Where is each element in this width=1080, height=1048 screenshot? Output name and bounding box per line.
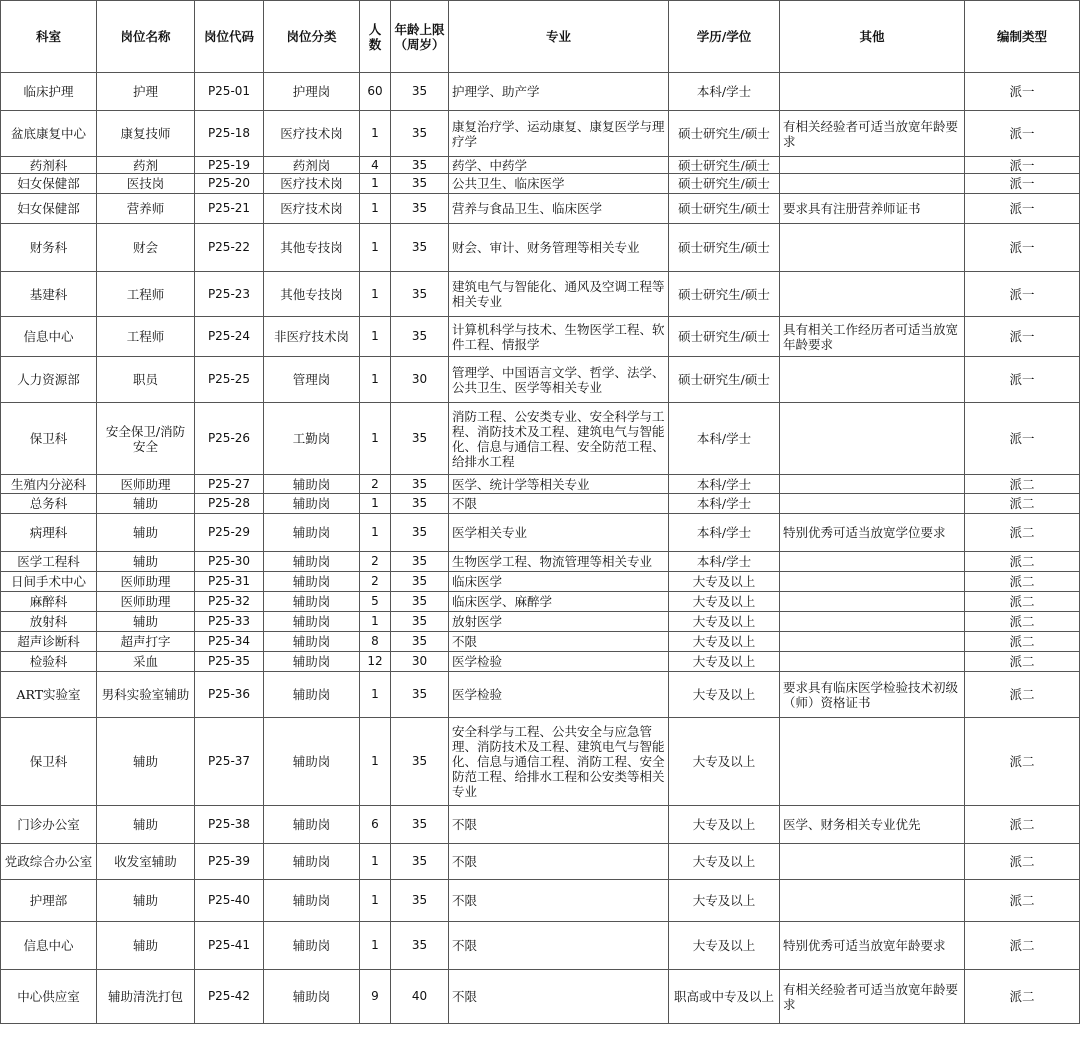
table-row: [1, 357, 1080, 403]
cell-type: 派一: [965, 73, 1080, 111]
cell-dept: 放射科: [1, 612, 97, 632]
cell-major: 不限: [449, 880, 669, 922]
cell-age: 35: [391, 552, 449, 572]
cell-other: [780, 157, 965, 174]
col-header-name: 岗位名称: [97, 1, 195, 73]
cell-edu: 硕士研究生/硕士: [669, 317, 780, 357]
cell-major: 安全科学与工程、公共安全与应急管理、消防技术及工程、建筑电气与智能化、信息与通信工程、消防工程、安全防范工程、给排水工程和公安类等相关专业: [449, 718, 669, 806]
table-row: [1, 612, 1080, 632]
cell-count: 1: [360, 111, 391, 157]
cell-count: 1: [360, 174, 391, 194]
cell-dept: 妇女保健部: [1, 174, 97, 194]
cell-count: 1: [360, 272, 391, 317]
cell-count: 1: [360, 922, 391, 970]
cell-age: 35: [391, 194, 449, 224]
cell-edu: 大专及以上: [669, 572, 780, 592]
cell-type: 派一: [965, 174, 1080, 194]
cell-edu: 大专及以上: [669, 612, 780, 632]
cell-age: 35: [391, 157, 449, 174]
cell-count: 1: [360, 880, 391, 922]
table-row: [1, 272, 1080, 317]
cell-type: 派二: [965, 718, 1080, 806]
cell-major: 建筑电气与智能化、通风及空调工程等相关专业: [449, 272, 669, 317]
cell-count: 6: [360, 806, 391, 844]
table-row: [1, 970, 1080, 1024]
cell-major: 不限: [449, 806, 669, 844]
cell-name: 辅助: [97, 718, 195, 806]
table-row: [1, 806, 1080, 844]
cell-major: 医学相关专业: [449, 514, 669, 552]
cell-name: 医技岗: [97, 174, 195, 194]
col-header-code: 岗位代码: [195, 1, 264, 73]
cell-major: 临床医学、麻醉学: [449, 592, 669, 612]
cell-edu: 本科/学士: [669, 552, 780, 572]
cell-major: 临床医学: [449, 572, 669, 592]
cell-dept: 总务科: [1, 494, 97, 514]
cell-other: [780, 552, 965, 572]
cell-name: 安全保卫/消防安全: [97, 403, 195, 475]
cell-type: 派二: [965, 970, 1080, 1024]
cell-major: 医学检验: [449, 652, 669, 672]
cell-major: 管理学、中国语言文学、哲学、法学、公共卫生、医学等相关专业: [449, 357, 669, 403]
cell-type: 派二: [965, 572, 1080, 592]
cell-dept: 财务科: [1, 224, 97, 272]
cell-edu: 大专及以上: [669, 632, 780, 652]
cell-age: 35: [391, 612, 449, 632]
cell-count: 1: [360, 403, 391, 475]
cell-code: P25-01: [195, 73, 264, 111]
cell-name: 护理: [97, 73, 195, 111]
cell-category: 工勤岗: [264, 403, 360, 475]
cell-code: P25-29: [195, 514, 264, 552]
cell-other: 要求具有临床医学检验技术初级（师）资格证书: [780, 672, 965, 718]
cell-major: 医学、统计学等相关专业: [449, 475, 669, 494]
cell-name: 辅助: [97, 806, 195, 844]
cell-age: 35: [391, 403, 449, 475]
cell-age: 30: [391, 652, 449, 672]
cell-age: 40: [391, 970, 449, 1024]
cell-name: 辅助: [97, 612, 195, 632]
cell-dept: ART实验室: [1, 672, 97, 718]
cell-other: [780, 880, 965, 922]
cell-age: 35: [391, 514, 449, 552]
cell-major: 护理学、助产学: [449, 73, 669, 111]
cell-code: P25-26: [195, 403, 264, 475]
col-header-other: 其他: [780, 1, 965, 73]
cell-count: 1: [360, 718, 391, 806]
cell-name: 营养师: [97, 194, 195, 224]
cell-other: 要求具有注册营养师证书: [780, 194, 965, 224]
col-header-major: 专业: [449, 1, 669, 73]
cell-edu: 职高或中专及以上: [669, 970, 780, 1024]
cell-category: 辅助岗: [264, 572, 360, 592]
cell-other: [780, 475, 965, 494]
cell-type: 派二: [965, 494, 1080, 514]
cell-major: 不限: [449, 922, 669, 970]
cell-count: 12: [360, 652, 391, 672]
cell-name: 辅助: [97, 514, 195, 552]
cell-category: 医疗技术岗: [264, 111, 360, 157]
col-header-age: 年龄上限（周岁）: [391, 1, 449, 73]
table-row: [1, 494, 1080, 514]
cell-type: 派二: [965, 672, 1080, 718]
cell-dept: 药剂科: [1, 157, 97, 174]
cell-dept: 检验科: [1, 652, 97, 672]
cell-code: P25-38: [195, 806, 264, 844]
cell-other: [780, 403, 965, 475]
cell-name: 财会: [97, 224, 195, 272]
cell-name: 辅助清洗打包: [97, 970, 195, 1024]
cell-age: 35: [391, 317, 449, 357]
cell-type: 派二: [965, 632, 1080, 652]
cell-code: P25-34: [195, 632, 264, 652]
cell-code: P25-31: [195, 572, 264, 592]
cell-dept: 门诊办公室: [1, 806, 97, 844]
cell-edu: 本科/学士: [669, 73, 780, 111]
cell-name: 医师助理: [97, 572, 195, 592]
cell-major: 计算机科学与技术、生物医学工程、软件工程、情报学: [449, 317, 669, 357]
cell-type: 派一: [965, 224, 1080, 272]
cell-count: 1: [360, 357, 391, 403]
cell-count: 60: [360, 73, 391, 111]
cell-category: 医疗技术岗: [264, 174, 360, 194]
cell-dept: 医学工程科: [1, 552, 97, 572]
cell-code: P25-36: [195, 672, 264, 718]
cell-category: 辅助岗: [264, 922, 360, 970]
cell-major: 生物医学工程、物流管理等相关专业: [449, 552, 669, 572]
cell-other: 具有相关工作经历者可适当放宽年龄要求: [780, 317, 965, 357]
table-row: [1, 672, 1080, 718]
cell-dept: 盆底康复中心: [1, 111, 97, 157]
cell-age: 35: [391, 224, 449, 272]
cell-count: 1: [360, 844, 391, 880]
cell-category: 辅助岗: [264, 970, 360, 1024]
cell-major: 公共卫生、临床医学: [449, 174, 669, 194]
cell-edu: 大专及以上: [669, 652, 780, 672]
cell-count: 2: [360, 552, 391, 572]
cell-age: 35: [391, 475, 449, 494]
cell-category: 辅助岗: [264, 672, 360, 718]
col-header-edu: 学历/学位: [669, 1, 780, 73]
cell-edu: 硕士研究生/硕士: [669, 272, 780, 317]
cell-age: 35: [391, 632, 449, 652]
cell-category: 辅助岗: [264, 844, 360, 880]
cell-type: 派二: [965, 844, 1080, 880]
cell-category: 非医疗技术岗: [264, 317, 360, 357]
cell-count: 2: [360, 475, 391, 494]
table-row: [1, 632, 1080, 652]
cell-other: 特别优秀可适当放宽年龄要求: [780, 922, 965, 970]
table-row: [1, 475, 1080, 494]
cell-other: [780, 357, 965, 403]
cell-edu: 大专及以上: [669, 718, 780, 806]
cell-dept: 超声诊断科: [1, 632, 97, 652]
cell-edu: 本科/学士: [669, 494, 780, 514]
cell-major: 不限: [449, 494, 669, 514]
cell-category: 辅助岗: [264, 880, 360, 922]
cell-category: 护理岗: [264, 73, 360, 111]
cell-code: P25-35: [195, 652, 264, 672]
cell-dept: 人力资源部: [1, 357, 97, 403]
cell-other: [780, 174, 965, 194]
cell-code: P25-23: [195, 272, 264, 317]
cell-other: 医学、财务相关专业优先: [780, 806, 965, 844]
cell-type: 派一: [965, 317, 1080, 357]
cell-type: 派一: [965, 111, 1080, 157]
cell-edu: 本科/学士: [669, 403, 780, 475]
cell-age: 35: [391, 922, 449, 970]
table-row: [1, 157, 1080, 174]
col-header-category: 岗位分类: [264, 1, 360, 73]
cell-dept: 基建科: [1, 272, 97, 317]
table-row: [1, 111, 1080, 157]
cell-other: [780, 612, 965, 632]
cell-name: 辅助: [97, 922, 195, 970]
cell-category: 管理岗: [264, 357, 360, 403]
cell-age: 35: [391, 174, 449, 194]
cell-major: 不限: [449, 970, 669, 1024]
cell-age: 35: [391, 73, 449, 111]
table-row: [1, 592, 1080, 612]
cell-count: 1: [360, 612, 391, 632]
cell-dept: 临床护理: [1, 73, 97, 111]
cell-age: 35: [391, 592, 449, 612]
cell-category: 其他专技岗: [264, 272, 360, 317]
cell-code: P25-24: [195, 317, 264, 357]
cell-category: 辅助岗: [264, 494, 360, 514]
cell-edu: 硕士研究生/硕士: [669, 157, 780, 174]
cell-name: 男科实验室辅助: [97, 672, 195, 718]
cell-major: 消防工程、公安类专业、安全科学与工程、消防技术及工程、建筑电气与智能化、信息与通信工程、安全防范工程、给排水工程: [449, 403, 669, 475]
cell-code: P25-20: [195, 174, 264, 194]
cell-other: [780, 494, 965, 514]
table-row: [1, 718, 1080, 806]
cell-type: 派一: [965, 403, 1080, 475]
cell-other: [780, 572, 965, 592]
cell-major: 不限: [449, 844, 669, 880]
cell-edu: 大专及以上: [669, 672, 780, 718]
cell-category: 辅助岗: [264, 718, 360, 806]
cell-count: 1: [360, 494, 391, 514]
cell-name: 收发室辅助: [97, 844, 195, 880]
table-row: [1, 174, 1080, 194]
cell-dept: 信息中心: [1, 922, 97, 970]
cell-category: 辅助岗: [264, 612, 360, 632]
cell-count: 1: [360, 194, 391, 224]
cell-edu: 大专及以上: [669, 806, 780, 844]
cell-other: [780, 224, 965, 272]
cell-code: P25-32: [195, 592, 264, 612]
cell-dept: 生殖内分泌科: [1, 475, 97, 494]
cell-category: 医疗技术岗: [264, 194, 360, 224]
cell-major: 医学检验: [449, 672, 669, 718]
cell-other: [780, 632, 965, 652]
cell-major: 放射医学: [449, 612, 669, 632]
cell-dept: 保卫科: [1, 403, 97, 475]
cell-major: 营养与食品卫生、临床医学: [449, 194, 669, 224]
cell-type: 派二: [965, 514, 1080, 552]
cell-category: 辅助岗: [264, 592, 360, 612]
cell-category: 辅助岗: [264, 632, 360, 652]
cell-code: P25-40: [195, 880, 264, 922]
cell-age: 35: [391, 111, 449, 157]
cell-count: 4: [360, 157, 391, 174]
cell-other: [780, 73, 965, 111]
cell-count: 9: [360, 970, 391, 1024]
cell-dept: 信息中心: [1, 317, 97, 357]
header-row: [1, 1, 1080, 73]
cell-edu: 大专及以上: [669, 880, 780, 922]
cell-major: 财会、审计、财务管理等相关专业: [449, 224, 669, 272]
cell-type: 派二: [965, 652, 1080, 672]
cell-other: 有相关经验者可适当放宽年龄要求: [780, 970, 965, 1024]
cell-dept: 病理科: [1, 514, 97, 552]
cell-major: 康复治疗学、运动康复、康复医学与理疗学: [449, 111, 669, 157]
cell-category: 辅助岗: [264, 806, 360, 844]
cell-code: P25-27: [195, 475, 264, 494]
cell-type: 派二: [965, 592, 1080, 612]
cell-count: 8: [360, 632, 391, 652]
cell-category: 其他专技岗: [264, 224, 360, 272]
cell-dept: 妇女保健部: [1, 194, 97, 224]
cell-type: 派一: [965, 157, 1080, 174]
cell-code: P25-30: [195, 552, 264, 572]
col-header-type: 编制类型: [965, 1, 1080, 73]
cell-age: 35: [391, 572, 449, 592]
cell-other: [780, 844, 965, 880]
cell-name: 医师助理: [97, 475, 195, 494]
cell-age: 35: [391, 806, 449, 844]
cell-name: 工程师: [97, 272, 195, 317]
cell-other: 有相关经验者可适当放宽年龄要求: [780, 111, 965, 157]
cell-category: 辅助岗: [264, 514, 360, 552]
table-row: [1, 73, 1080, 111]
table-row: [1, 922, 1080, 970]
cell-name: 医师助理: [97, 592, 195, 612]
cell-category: 辅助岗: [264, 475, 360, 494]
cell-major: 不限: [449, 632, 669, 652]
cell-code: P25-37: [195, 718, 264, 806]
cell-type: 派二: [965, 552, 1080, 572]
cell-code: P25-21: [195, 194, 264, 224]
table-body: [1, 73, 1080, 1024]
cell-age: 35: [391, 672, 449, 718]
cell-edu: 硕士研究生/硕士: [669, 111, 780, 157]
table-row: [1, 194, 1080, 224]
cell-name: 辅助: [97, 494, 195, 514]
cell-category: 药剂岗: [264, 157, 360, 174]
table-row: [1, 224, 1080, 272]
table-row: [1, 572, 1080, 592]
cell-edu: 硕士研究生/硕士: [669, 357, 780, 403]
cell-type: 派二: [965, 806, 1080, 844]
cell-name: 职员: [97, 357, 195, 403]
cell-edu: 本科/学士: [669, 475, 780, 494]
cell-edu: 本科/学士: [669, 514, 780, 552]
cell-type: 派一: [965, 194, 1080, 224]
cell-count: 1: [360, 317, 391, 357]
cell-edu: 硕士研究生/硕士: [669, 224, 780, 272]
cell-dept: 中心供应室: [1, 970, 97, 1024]
table-row: [1, 552, 1080, 572]
cell-code: P25-33: [195, 612, 264, 632]
cell-other: [780, 592, 965, 612]
cell-code: P25-39: [195, 844, 264, 880]
cell-dept: 党政综合办公室: [1, 844, 97, 880]
cell-name: 工程师: [97, 317, 195, 357]
cell-major: 药学、中药学: [449, 157, 669, 174]
cell-edu: 硕士研究生/硕士: [669, 194, 780, 224]
cell-other: 特别优秀可适当放宽学位要求: [780, 514, 965, 552]
cell-name: 采血: [97, 652, 195, 672]
cell-count: 2: [360, 572, 391, 592]
cell-type: 派一: [965, 272, 1080, 317]
cell-other: [780, 272, 965, 317]
cell-age: 30: [391, 357, 449, 403]
cell-age: 35: [391, 844, 449, 880]
cell-edu: 大专及以上: [669, 922, 780, 970]
cell-edu: 硕士研究生/硕士: [669, 174, 780, 194]
cell-code: P25-19: [195, 157, 264, 174]
cell-dept: 麻醉科: [1, 592, 97, 612]
cell-dept: 日间手术中心: [1, 572, 97, 592]
cell-age: 35: [391, 494, 449, 514]
cell-age: 35: [391, 880, 449, 922]
cell-code: P25-22: [195, 224, 264, 272]
cell-code: P25-18: [195, 111, 264, 157]
cell-count: 1: [360, 672, 391, 718]
cell-dept: 保卫科: [1, 718, 97, 806]
cell-name: 药剂: [97, 157, 195, 174]
cell-type: 派二: [965, 612, 1080, 632]
cell-code: P25-28: [195, 494, 264, 514]
table-row: [1, 403, 1080, 475]
cell-code: P25-25: [195, 357, 264, 403]
cell-type: 派二: [965, 475, 1080, 494]
cell-age: 35: [391, 718, 449, 806]
table-row: [1, 514, 1080, 552]
cell-name: 康复技师: [97, 111, 195, 157]
cell-category: 辅助岗: [264, 652, 360, 672]
cell-category: 辅助岗: [264, 552, 360, 572]
cell-name: 超声打字: [97, 632, 195, 652]
cell-code: P25-41: [195, 922, 264, 970]
cell-type: 派二: [965, 880, 1080, 922]
cell-code: P25-42: [195, 970, 264, 1024]
cell-edu: 大专及以上: [669, 592, 780, 612]
cell-count: 5: [360, 592, 391, 612]
cell-name: 辅助: [97, 880, 195, 922]
cell-count: 1: [360, 514, 391, 552]
table-row: [1, 317, 1080, 357]
table-row: [1, 880, 1080, 922]
cell-other: [780, 652, 965, 672]
cell-edu: 大专及以上: [669, 844, 780, 880]
table-row: [1, 844, 1080, 880]
col-header-count: 人数: [360, 1, 391, 73]
col-header-dept: 科室: [1, 1, 97, 73]
cell-dept: 护理部: [1, 880, 97, 922]
cell-age: 35: [391, 272, 449, 317]
cell-count: 1: [360, 224, 391, 272]
cell-other: [780, 718, 965, 806]
cell-type: 派二: [965, 922, 1080, 970]
table-row: [1, 652, 1080, 672]
cell-type: 派一: [965, 357, 1080, 403]
cell-name: 辅助: [97, 552, 195, 572]
